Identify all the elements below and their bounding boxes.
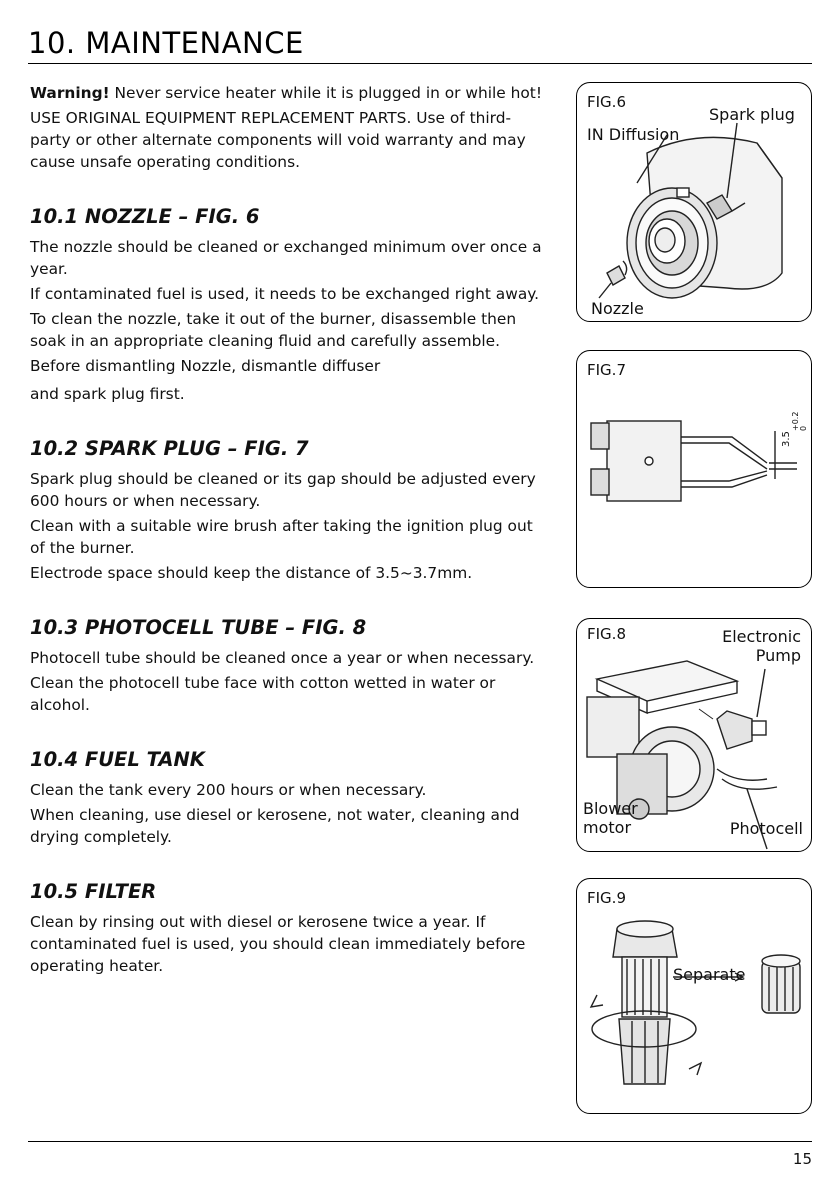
- figure-label: FIG.7: [587, 361, 626, 379]
- nozzle-paragraph: If contaminated fuel is used, it needs to be exchanged right away.: [30, 285, 540, 303]
- figure-label: FIG.8: [587, 625, 626, 643]
- motor-callout-line: motor: [583, 818, 632, 837]
- fuel-filter-illustration: [577, 879, 812, 1114]
- filter-paragraph: Clean by rinsing out with diesel or kerosene twice a year. If contaminated fuel is used, you should clean immediately before operating heater.: [30, 913, 526, 975]
- figure-label: FIG.9: [587, 889, 626, 907]
- figure-9-filter: [576, 878, 812, 1114]
- fuel-tank-paragraph: Clean the tank every 200 hours or when necessary.: [30, 781, 427, 799]
- figure-7-spark-plug: [576, 350, 812, 588]
- page-number: 15: [792, 1150, 812, 1168]
- oem-parts-paragraph: USE ORIGINAL EQUIPMENT REPLACEMENT PARTS. Use of third-party or other alternate components will void warranty and may cause unsafe operating conditions.: [30, 109, 526, 171]
- spark-plug-paragraph: Spark plug should be cleaned or its gap should be adjusted every 600 hours or when necessary.: [30, 470, 536, 510]
- footer-divider: [28, 1141, 812, 1142]
- nozzle-paragraph: The nozzle should be cleaned or exchanged minimum over once a year.: [30, 238, 542, 278]
- photocell-callout: Photocell: [729, 819, 803, 838]
- nozzle-callout: Nozzle: [591, 299, 644, 318]
- section-heading-photocell: 10.3 PHOTOCELL TUBE – FIG. 8: [30, 616, 367, 639]
- gap-dimension: 3.5: [781, 431, 792, 447]
- gap-tolerance-lower: 0: [799, 425, 808, 431]
- electronic-callout-line: Electronic: [722, 627, 801, 646]
- warning-text: Never service heater while it is plugged in or while hot!: [109, 84, 543, 102]
- electronic-pump-callout: [722, 627, 801, 665]
- figure-8-photocell: [576, 618, 812, 852]
- photocell-paragraph: Clean the photocell tube face with cotton wetted in water or alcohol.: [30, 674, 496, 714]
- blower-callout-line: Blower: [583, 799, 638, 818]
- figure-6-nozzle: [576, 82, 812, 322]
- section-heading-filter: 10.5 FILTER: [30, 880, 157, 903]
- nozzle-paragraph: Before dismantling Nozzle, dismantle diffuser: [30, 357, 381, 375]
- nozzle-paragraph: To clean the nozzle, take it out of the burner, disassemble then soak in an appropriate cleaning fluid and carefully assemble.: [30, 310, 517, 350]
- spark-plug-callout: Spark plug: [709, 105, 795, 124]
- page-title: 10. MAINTENANCE: [28, 26, 304, 60]
- title-divider: [28, 63, 812, 64]
- fuel-tank-paragraph: When cleaning, use diesel or kerosene, not water, cleaning and drying completely.: [30, 806, 520, 846]
- section-heading-spark-plug: 10.2 SPARK PLUG – FIG. 7: [30, 437, 309, 460]
- warning-paragraph: [30, 82, 550, 104]
- nozzle-paragraph: and spark plug first.: [30, 385, 185, 403]
- spark-plug-paragraph: Electrode space should keep the distance of 3.5~3.7mm.: [30, 564, 473, 582]
- body-text-column: [30, 82, 550, 980]
- spark-plug-illustration: [577, 351, 812, 588]
- pump-callout-line: Pump: [755, 646, 801, 665]
- section-heading-fuel-tank: 10.4 FUEL TANK: [30, 748, 205, 771]
- gap-tolerance-upper: +0.2: [791, 411, 800, 431]
- section-heading-nozzle: 10.1 NOZZLE – FIG. 6: [30, 205, 260, 228]
- separate-callout: Separate: [673, 965, 746, 984]
- figure-label: FIG.6: [587, 93, 626, 111]
- warning-label: Warning!: [30, 84, 110, 102]
- photocell-paragraph: Photocell tube should be cleaned once a year or when necessary.: [30, 649, 535, 667]
- in-diffusion-callout: IN Diffusion: [587, 125, 680, 144]
- blower-motor-callout: [583, 799, 638, 837]
- spark-plug-paragraph: Clean with a suitable wire brush after taking the ignition plug out of the burner.: [30, 517, 533, 557]
